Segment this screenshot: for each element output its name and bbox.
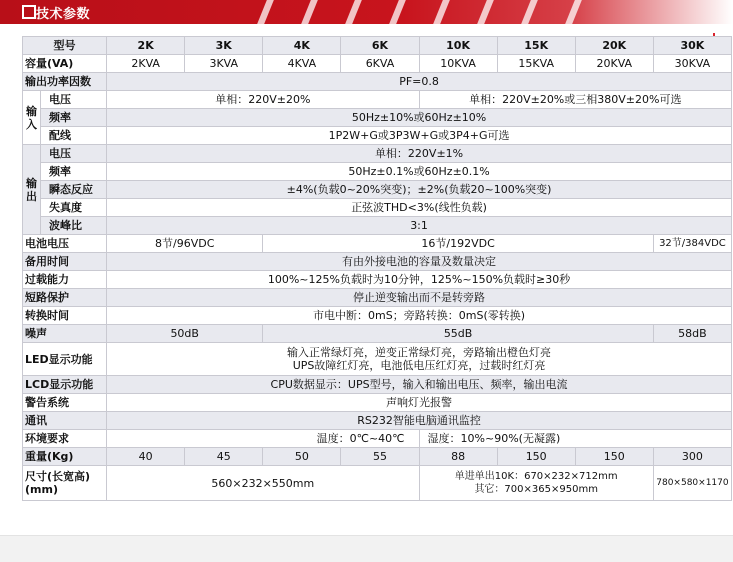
row-noise: [23, 325, 732, 343]
noise-small: 50dB: [107, 325, 263, 343]
row-model: [23, 37, 732, 55]
model-label: 型号: [23, 37, 107, 55]
power-factor-label: 输出功率因数: [23, 73, 107, 91]
capacity-cell: 10KVA: [419, 55, 497, 73]
row-size: [23, 466, 732, 501]
row-alarm: [23, 394, 732, 412]
capacity-cell: 3KVA: [185, 55, 263, 73]
header-stripe: [344, 0, 364, 24]
row-transfer: [23, 307, 732, 325]
weight-cell: 50: [263, 448, 341, 466]
row-input-voltage: [23, 91, 732, 109]
row-battery: [23, 235, 732, 253]
model-cell: 30K: [653, 37, 731, 55]
checkbox-square-icon: [22, 5, 36, 19]
backup-label: 备用时间: [23, 253, 107, 271]
led-label: LED显示功能: [23, 343, 107, 376]
row-environment: [23, 430, 732, 448]
output-frequency-value: 50Hz±0.1%或60Hz±0.1%: [107, 163, 732, 181]
size-small: 560×232×550mm: [107, 466, 419, 501]
header-stripe: [564, 0, 584, 24]
alarm-value: 声响灯光报警: [107, 394, 732, 412]
row-capacity: [23, 55, 732, 73]
alarm-label: 警告系统: [23, 394, 107, 412]
row-power-factor: [23, 73, 732, 91]
environment-temp: 温度：0℃~40℃: [107, 430, 419, 448]
header-stripe: [388, 0, 408, 24]
model-cell: 3K: [185, 37, 263, 55]
battery-large: 32节/384VDC: [653, 235, 731, 253]
environment-humidity: 湿度：10%~90%(无凝露): [419, 430, 731, 448]
weight-cell: 300: [653, 448, 731, 466]
row-overload: [23, 271, 732, 289]
weight-cell: 150: [497, 448, 575, 466]
overload-value: 100%~125%负载时为10分钟，125%~150%负载时≥30秒: [107, 271, 732, 289]
comm-value: RS232智能电脑通讯监控: [107, 412, 732, 430]
model-cell: 20K: [575, 37, 653, 55]
size-label-line-1: 尺寸(长宽高): [25, 470, 91, 483]
row-input-wiring: [23, 127, 732, 145]
capacity-cell: 30KVA: [653, 55, 731, 73]
row-output-voltage: [23, 145, 732, 163]
row-output-crest: [23, 217, 732, 235]
input-group-label: 输 入: [23, 91, 41, 145]
header-stripe: [256, 0, 276, 24]
weight-label: 重量(Kg): [23, 448, 107, 466]
capacity-cell: 4KVA: [263, 55, 341, 73]
led-line-2: UPS故障红灯亮，电池低电压红灯亮，过载时红灯亮: [292, 359, 546, 372]
weight-cell: 55: [341, 448, 419, 466]
header-stripe: [476, 0, 496, 24]
model-cell: 10K: [419, 37, 497, 55]
bottom-bar: [0, 535, 733, 562]
noise-mid: 55dB: [263, 325, 654, 343]
size-mid-line-1: 单进单出10K：670×232×712mm: [454, 471, 618, 482]
header-stripe: [520, 0, 540, 24]
transfer-value: 市电中断：0mS；旁路转换：0mS(零转换): [107, 307, 732, 325]
output-transient-value: ±4%(负载0~20%突变)；±2%(负载20~100%突变): [107, 181, 732, 199]
output-voltage-label: 电压: [41, 145, 107, 163]
spec-table: [22, 36, 732, 501]
size-label-line-2: (mm): [25, 483, 58, 496]
short-value: 停止逆变输出而不是转旁路: [107, 289, 732, 307]
section-title: 技术参数: [36, 7, 91, 22]
capacity-label: 容量(VA): [23, 55, 107, 73]
output-distortion-label: 失真度: [41, 199, 107, 217]
row-output-frequency: [23, 163, 732, 181]
input-voltage-label: 电压: [41, 91, 107, 109]
size-mid-line-2: 其它：700×365×950mm: [474, 484, 598, 495]
row-backup: [23, 253, 732, 271]
header-stripe: [300, 0, 320, 24]
capacity-cell: 15KVA: [497, 55, 575, 73]
weight-cell: 40: [107, 448, 185, 466]
output-transient-label: 瞬态反应: [41, 181, 107, 199]
noise-large: 58dB: [653, 325, 731, 343]
battery-label: 电池电压: [23, 235, 107, 253]
capacity-cell: 2KVA: [107, 55, 185, 73]
lcd-value: CPU数据显示：UPS型号，输入和输出电压、频率，输出电流: [107, 376, 732, 394]
input-voltage-large: 单相：220V±20%或三相380V±20%可选: [419, 91, 731, 109]
battery-small: 8节/96VDC: [107, 235, 263, 253]
output-crest-label: 波峰比: [41, 217, 107, 235]
output-frequency-label: 频率: [41, 163, 107, 181]
short-label: 短路保护: [23, 289, 107, 307]
model-cell: 4K: [263, 37, 341, 55]
led-value: [107, 343, 732, 376]
row-input-frequency: [23, 109, 732, 127]
lcd-label: LCD显示功能: [23, 376, 107, 394]
size-large: 780×580×1170: [653, 466, 731, 501]
noise-label: 噪声: [23, 325, 107, 343]
size-mid: [419, 466, 653, 501]
overload-label: 过载能力: [23, 271, 107, 289]
battery-mid: 16节/192VDC: [263, 235, 654, 253]
capacity-cell: 20KVA: [575, 55, 653, 73]
output-voltage-value: 单相：220V±1%: [107, 145, 732, 163]
output-group-label: 输 出: [23, 145, 41, 235]
model-cell: 6K: [341, 37, 419, 55]
led-line-1: 输入正常绿灯亮，逆变正常绿灯亮，旁路输出橙色灯亮: [287, 346, 552, 359]
section-header-band: [0, 0, 733, 24]
transfer-label: 转换时间: [23, 307, 107, 325]
output-distortion-value: 正弦波THD<3%(线性负载): [107, 199, 732, 217]
backup-value: 有由外接电池的容量及数量决定: [107, 253, 732, 271]
row-led: [23, 343, 732, 376]
input-voltage-small: 单相：220V±20%: [107, 91, 419, 109]
row-output-transient: [23, 181, 732, 199]
weight-cell: 88: [419, 448, 497, 466]
row-short: [23, 289, 732, 307]
input-wiring-label: 配线: [41, 127, 107, 145]
weight-cell: 150: [575, 448, 653, 466]
row-comm: [23, 412, 732, 430]
power-factor-value: PF=0.8: [107, 73, 732, 91]
model-cell: 15K: [497, 37, 575, 55]
output-crest-value: 3:1: [107, 217, 732, 235]
model-cell: 2K: [107, 37, 185, 55]
input-frequency-value: 50Hz±10%或60Hz±10%: [107, 109, 732, 127]
input-wiring-value: 1P2W+G或3P3W+G或3P4+G可选: [107, 127, 732, 145]
size-label: [23, 466, 107, 501]
comm-label: 通讯: [23, 412, 107, 430]
header-stripe: [432, 0, 452, 24]
environment-label: 环境要求: [23, 430, 107, 448]
capacity-cell: 6KVA: [341, 55, 419, 73]
row-lcd: [23, 376, 732, 394]
weight-cell: 45: [185, 448, 263, 466]
row-output-distortion: [23, 199, 732, 217]
row-weight: [23, 448, 732, 466]
input-frequency-label: 频率: [41, 109, 107, 127]
